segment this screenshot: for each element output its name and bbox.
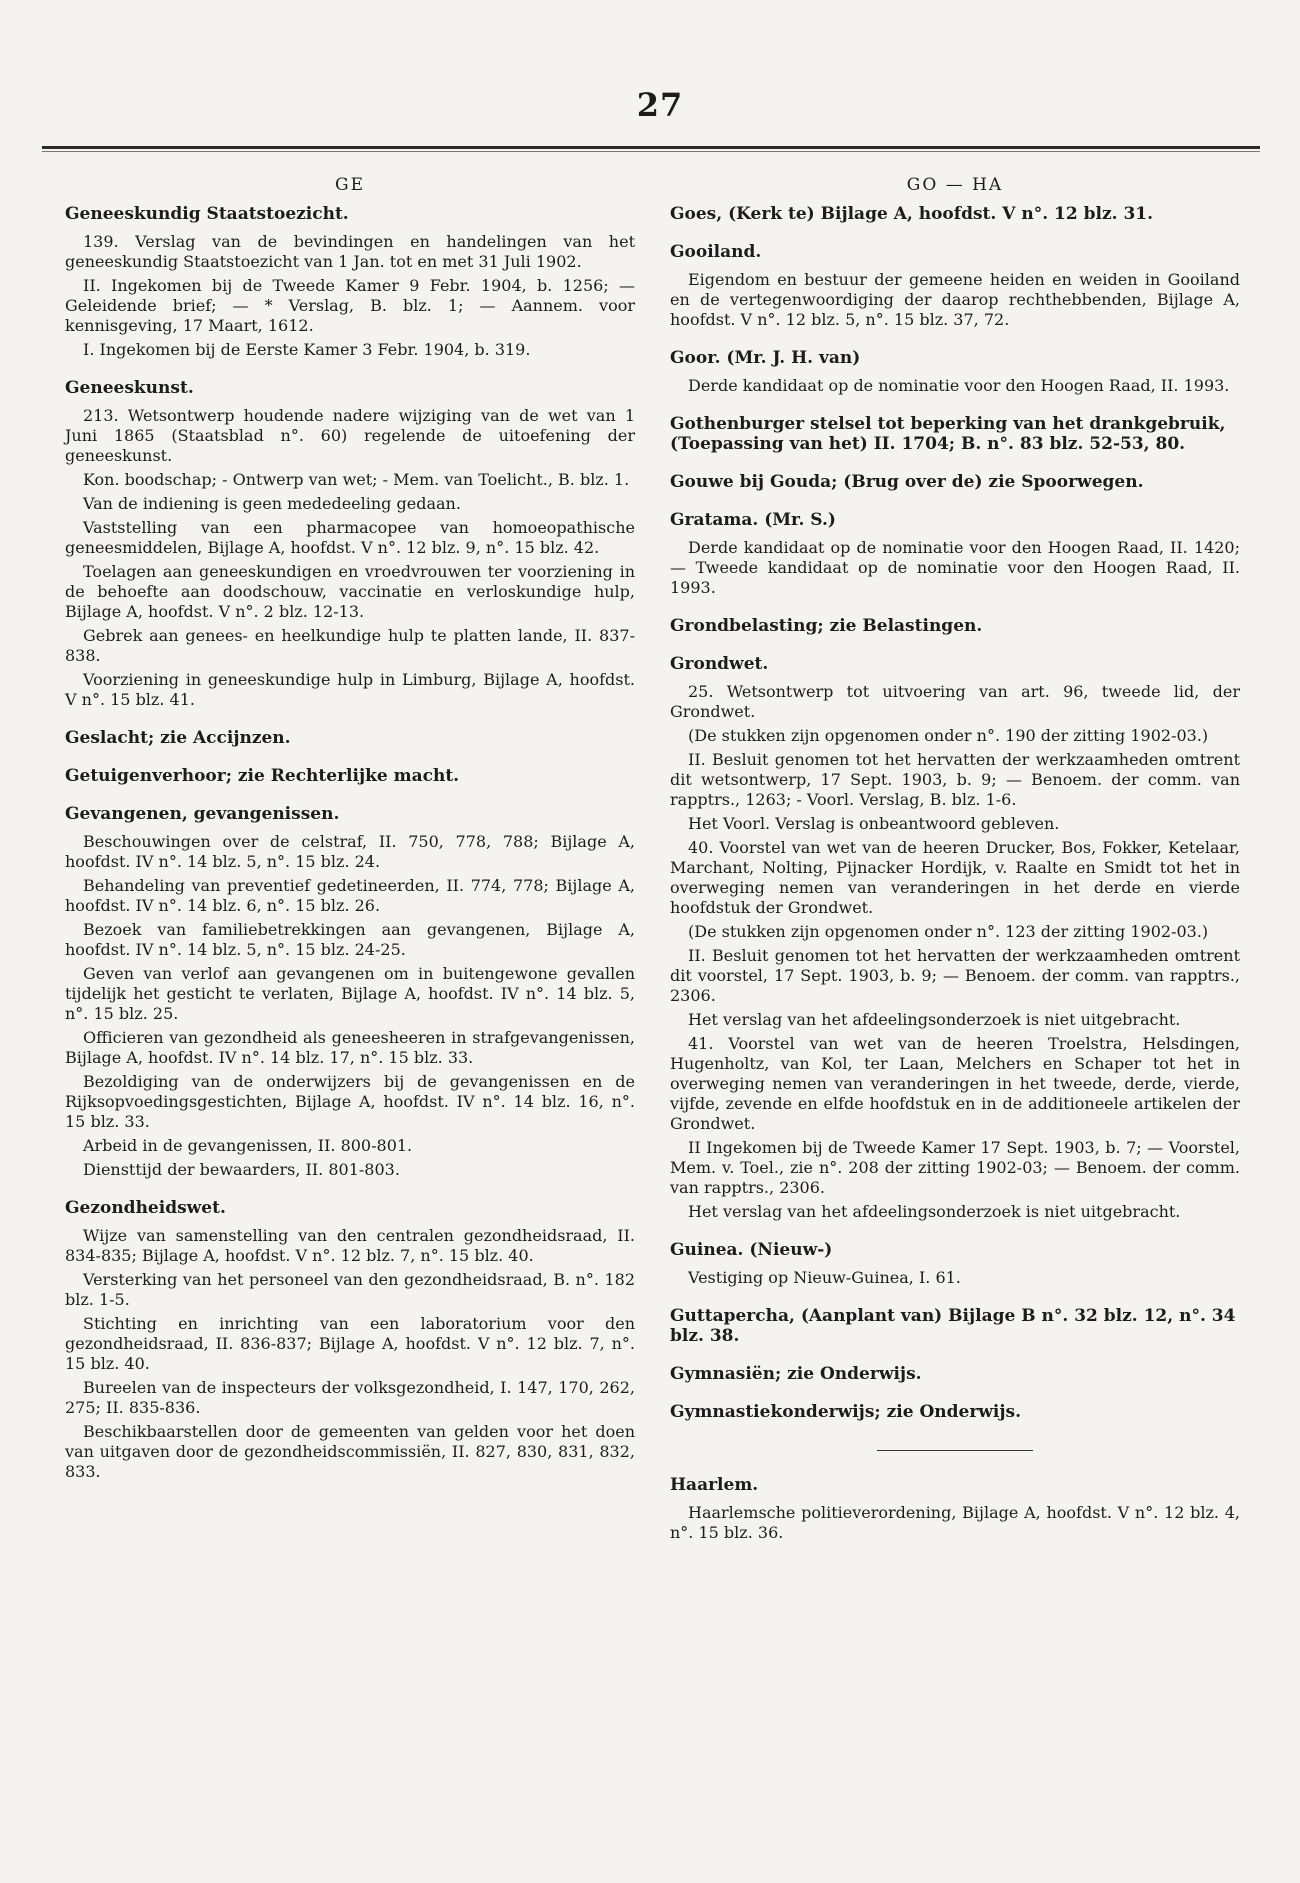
entry-heading: Gooiland. (670, 242, 762, 262)
entry-heading: Gevangenen, gevangenissen. (65, 804, 340, 824)
entry-paragraph: II Ingekomen bij de Tweede Kamer 17 Sept. 1903, b. 7; — Voorstel, Mem. v. Toel., zie n°. 208 der zitting 1902-03; — Benoem. der comm. van rapptrs., 2306. (670, 1138, 1240, 1197)
entry-heading: Getuigenverhoor; zie Rechterlijke macht. (65, 766, 460, 786)
entry-paragraph: Versterking van het personeel van den gezondheidsraad, B. n°. 182 blz. 1-5. (65, 1270, 635, 1309)
entry-paragraph: II. Ingekomen bij de Tweede Kamer 9 Febr. 1904, b. 1256; — Geleidende brief; — * Verslag, B. blz. 1; — Aannem. voor kennisgeving, 17 Maart, 1612. (65, 276, 635, 335)
entry-paragraph: Bezoek van familiebetrekkingen aan gevangenen, Bijlage A, hoofdst. IV n°. 14 blz. 5, n°. 15 blz. 24-25. (65, 920, 635, 959)
index-entry (670, 204, 1240, 224)
index-entry (670, 654, 1240, 1222)
entry-paragraph: Geven van verlof aan gevangenen om in buitengewone gevallen tijdelijk het gesticht te verlaten, Bijlage A, hoofdst. IV n°. 14 blz. 5, n°. 15 blz. 25. (65, 964, 635, 1023)
entry-paragraph: Derde kandidaat op de nominatie voor den Hoogen Raad, II. 1993. (688, 376, 1230, 395)
entry-paragraph: Beschikbaarstellen door de gemeenten van gelden voor het doen van uitgaven door de gezondheidscommissiën, II. 827, 830, 831, 832, 833. (65, 1422, 635, 1481)
entry-paragraph: Bezoldiging van de onderwijzers bij de gevangenissen en de Rijksopvoedingsgestichten, Bijlage A, hoofdst. IV n°. 14 blz. 16, n°. 15 blz. 33. (65, 1072, 635, 1131)
entry-heading: Grondwet. (670, 654, 769, 674)
entry-heading: Gothenburger stelsel tot beperking van het drankgebruik, (Toepassing van het) II. 1704; B. n°. 83 blz. 52-53, 80. (670, 414, 1226, 454)
entry-paragraph: 139. Verslag van de bevindingen en handelingen van het geneeskundig Staatstoezicht van 1 Jan. tot en met 31 Juli 1902. (65, 232, 635, 271)
left-column-header: GE (335, 175, 365, 195)
page-number: 27 (636, 86, 684, 124)
entry-paragraph: Arbeid in de gevangenissen, II. 800-801. (83, 1136, 413, 1155)
index-entry (670, 414, 1240, 454)
section-separator (877, 1450, 1033, 1451)
entry-paragraph: Bureelen van de inspecteurs der volksgezondheid, I. 147, 170, 262, 275; II. 835-836. (65, 1378, 635, 1417)
index-entry (65, 728, 635, 748)
entry-paragraph: II. Besluit genomen tot het hervatten der werkzaamheden omtrent dit wetsontwerp, 17 Sept. 1903, b. 9; — Benoem. der comm. van rapptrs., 1263; - Voorl. Verslag, B. blz. 1-6. (670, 750, 1240, 809)
index-entry (670, 1475, 1240, 1543)
index-entry (670, 348, 1240, 396)
entry-heading: Goor. (Mr. J. H. van) (670, 348, 861, 368)
index-entry (65, 1198, 635, 1482)
index-entry (670, 1364, 1240, 1384)
entry-heading: Guinea. (Nieuw-) (670, 1240, 833, 1260)
index-entry (670, 1240, 1240, 1288)
entry-paragraph: Het Voorl. Verslag is onbeantwoord gebleven. (688, 814, 1060, 833)
entry-paragraph: 25. Wetsontwerp tot uitvoering van art. 96, tweede lid, der Grondwet. (670, 682, 1240, 721)
index-entry (670, 242, 1240, 330)
entry-heading: Goes, (Kerk te) Bijlage A, hoofdst. V n°. 12 blz. 31. (670, 204, 1154, 224)
entry-paragraph: Diensttijd der bewaarders, II. 801-803. (83, 1160, 400, 1179)
entry-paragraph: Vestiging op Nieuw-Guinea, I. 61. (688, 1268, 961, 1287)
right-column-header: GO — HA (906, 175, 1004, 195)
entry-paragraph: Eigendom en bestuur der gemeene heiden en weiden in Gooiland en de vertegenwoordiging der daarop rechthebbenden, Bijlage A, hoofdst. V n°. 12 blz. 5, n°. 15 blz. 37, 72. (670, 270, 1240, 329)
entry-heading: Gouwe bij Gouda; (Brug over de) zie Spoorwegen. (670, 472, 1144, 492)
entry-paragraph: Behandeling van preventief gedetineerden, II. 774, 778; Bijlage A, hoofdst. IV n°. 14 blz. 6, n°. 15 blz. 26. (65, 876, 635, 915)
header-rule (42, 146, 1260, 149)
entry-heading: Guttapercha, (Aanplant van) Bijlage B n°. 32 blz. 12, n°. 34 blz. 38. (670, 1306, 1236, 1346)
left-column (65, 175, 635, 1500)
entry-paragraph: Het verslag van het afdeelingsonderzoek is niet uitgebracht. (688, 1202, 1181, 1221)
entry-paragraph: Stichting en inrichting van een laboratorium voor den gezondheidsraad, II. 836-837; Bijlage A, hoofdst. V n°. 12 blz. 7, n°. 15 blz. 40. (65, 1314, 635, 1373)
entry-paragraph: 213. Wetsontwerp houdende nadere wijziging van de wet van 1 Juni 1865 (Staatsblad n°. 60) regelende de uitoefening der geneeskunst. (65, 406, 635, 465)
entry-heading: Grondbelasting; zie Belastingen. (670, 616, 983, 636)
entry-paragraph: Het verslag van het afdeelingsonderzoek is niet uitgebracht. (688, 1010, 1181, 1029)
entry-paragraph: Vaststelling van een pharmacopee van homoeopathische geneesmiddelen, Bijlage A, hoofdst. V n°. 12 blz. 9, n°. 15 blz. 42. (65, 518, 635, 557)
index-entry (65, 204, 635, 360)
entry-heading: Gratama. (Mr. S.) (670, 510, 836, 530)
entry-paragraph: (De stukken zijn opgenomen onder n°. 123 der zitting 1902-03.) (688, 922, 1209, 941)
entry-paragraph: Van de indiening is geen mededeeling gedaan. (83, 494, 461, 513)
entry-paragraph: Toelagen aan geneeskundigen en vroedvrouwen ter voorziening in de behoefte aan doodschouw, vaccinatie en verloskundige hulp, Bijlage A, hoofdst. V n°. 2 blz. 12-13. (65, 562, 635, 621)
entry-heading: Geneeskundig Staatstoezicht. (65, 204, 349, 224)
entry-paragraph: Haarlemsche politieverordening, Bijlage A, hoofdst. V n°. 12 blz. 4, n°. 15 blz. 36. (670, 1503, 1240, 1542)
entry-paragraph: Beschouwingen over de celstraf, II. 750, 778, 788; Bijlage A, hoofdst. IV n°. 14 blz. 5, n°. 15 blz. 24. (65, 832, 635, 871)
right-entries (670, 204, 1240, 1543)
header-rule-thin (42, 151, 1260, 152)
entry-paragraph: Officieren van gezondheid als geneesheeren in strafgevangenissen, Bijlage A, hoofdst. IV n°. 14 blz. 17, n°. 15 blz. 33. (65, 1028, 635, 1067)
entry-paragraph: 41. Voorstel van wet van de heeren Troelstra, Helsdingen, Hugenholtz, van Kol, ter Laan, Melchers en Schaper tot het in overweging nemen van veranderingen in het tweede, derde, vierde, vijfde, zevende en elfde hoofdstuk en in de additioneele artikelen der Grondwet. (670, 1034, 1240, 1133)
right-column (670, 175, 1240, 1561)
index-entry (670, 510, 1240, 598)
entry-heading: Haarlem. (670, 1475, 759, 1495)
entry-paragraph: Gebrek aan genees- en heelkundige hulp te platten lande, II. 837-838. (65, 626, 635, 665)
entry-heading: Gymnastiekonderwijs; zie Onderwijs. (670, 1402, 1022, 1422)
entry-heading: Gymnasiën; zie Onderwijs. (670, 1364, 922, 1384)
entry-heading: Gezondheidswet. (65, 1198, 226, 1218)
entry-paragraph: II. Besluit genomen tot het hervatten der werkzaamheden omtrent dit voorstel, 17 Sept. 1903, b. 9; — Benoem. der comm. van rapptrs., 2306. (670, 946, 1240, 1005)
entry-paragraph: Wijze van samenstelling van den centralen gezondheidsraad, II. 834-835; Bijlage A, hoofdst. V n°. 12 blz. 7, n°. 15 blz. 40. (65, 1226, 635, 1265)
entry-paragraph: Voorziening in geneeskundige hulp in Limburg, Bijlage A, hoofdst. V n°. 15 blz. 41. (65, 670, 635, 709)
entry-paragraph: Kon. boodschap; - Ontwerp van wet; - Mem. van Toelicht., B. blz. 1. (83, 470, 630, 489)
index-entry (670, 616, 1240, 636)
entry-heading: Geslacht; zie Accijnzen. (65, 728, 291, 748)
entry-paragraph: Derde kandidaat op de nominatie voor den Hoogen Raad, II. 1420; — Tweede kandidaat op de nominatie voor den Hoogen Raad, II. 1993. (670, 538, 1240, 597)
index-entry (65, 804, 635, 1180)
index-entry (65, 378, 635, 710)
index-entry (670, 472, 1240, 492)
left-entries (65, 204, 635, 1482)
index-entry (670, 1402, 1240, 1422)
entry-heading: Geneeskunst. (65, 378, 194, 398)
entry-paragraph: 40. Voorstel van wet van de heeren Drucker, Bos, Fokker, Ketelaar, Marchant, Nolting, Pijnacker Hordijk, v. Raalte en Smidt tot het in overweging nemen van veranderingen in het derde en vierde hoofdstuk der Grondwet. (670, 838, 1240, 917)
index-entry (65, 766, 635, 786)
entry-paragraph: I. Ingekomen bij de Eerste Kamer 3 Febr. 1904, b. 319. (83, 340, 531, 359)
entry-paragraph: (De stukken zijn opgenomen onder n°. 190 der zitting 1902-03.) (688, 726, 1209, 745)
index-entry (670, 1306, 1240, 1346)
